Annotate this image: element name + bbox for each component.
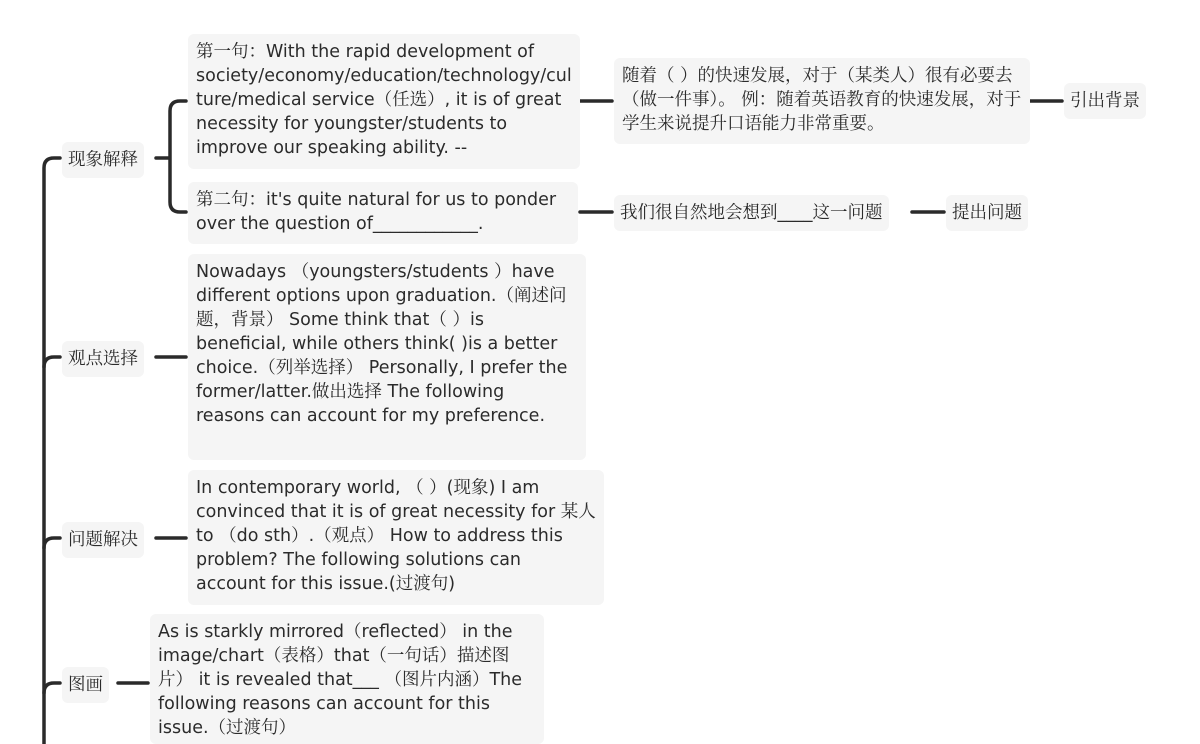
- branch-label-wenti[interactable]: 问题解决: [62, 522, 144, 558]
- sentence2-chinese-box[interactable]: 我们很自然地会想到____这一问题: [614, 195, 889, 231]
- wenti-box[interactable]: In contemporary world, （ ）(现象) I am convinced that it is of great necessity for 某人 to （do sth）.（观点） How to address this problem? The following solutions can account for this issue.(过渡句): [188, 470, 604, 605]
- sentence1-box[interactable]: 第一句：With the rapid development of society/economy/education/technology/culture/medical service（任选）, it is of great necessity for youngster/students to improve our speaking ability. --: [188, 34, 580, 169]
- guandian-box[interactable]: Nowadays （youngsters/students ）have different options upon graduation.（阐述问题，背景） Some think that（ ）is beneficial, while others think( )is a better choice.（列举选择） Personally, I prefer the former/latter.做出选择 The following reasons can account for my preference.: [188, 254, 586, 460]
- branch-label-tuhua[interactable]: 图画: [62, 667, 109, 703]
- branch-label-guandian[interactable]: 观点选择: [62, 341, 144, 377]
- sentence2-box[interactable]: 第二句：it's quite natural for us to ponder over the question of____________.: [188, 182, 578, 244]
- trunk-line: [44, 158, 60, 744]
- tuhua-box[interactable]: As is starkly mirrored（reflected） in the image/chart（表格）that（一句话）描述图片） it is revealed that___ （图片内涵）The following reasons can account for this issue.（过渡句）: [150, 614, 544, 744]
- branch-label-xianxiang[interactable]: 现象解释: [62, 142, 144, 178]
- tag-intro-background[interactable]: 引出背景: [1064, 83, 1146, 119]
- connector-tuhua: [44, 683, 60, 693]
- tag-raise-question[interactable]: 提出问题: [946, 195, 1028, 231]
- sentence1-chinese-box[interactable]: 随着（ ）的快速发展，对于（某类人）很有必要去（做一件事）。 例：随着英语教育的快速发展，对于学生来说提升口语能力非常重要。: [614, 58, 1030, 144]
- bracket-xianxiang: [156, 101, 186, 212]
- connector-wenti: [44, 538, 60, 548]
- connector-guandian: [44, 357, 60, 367]
